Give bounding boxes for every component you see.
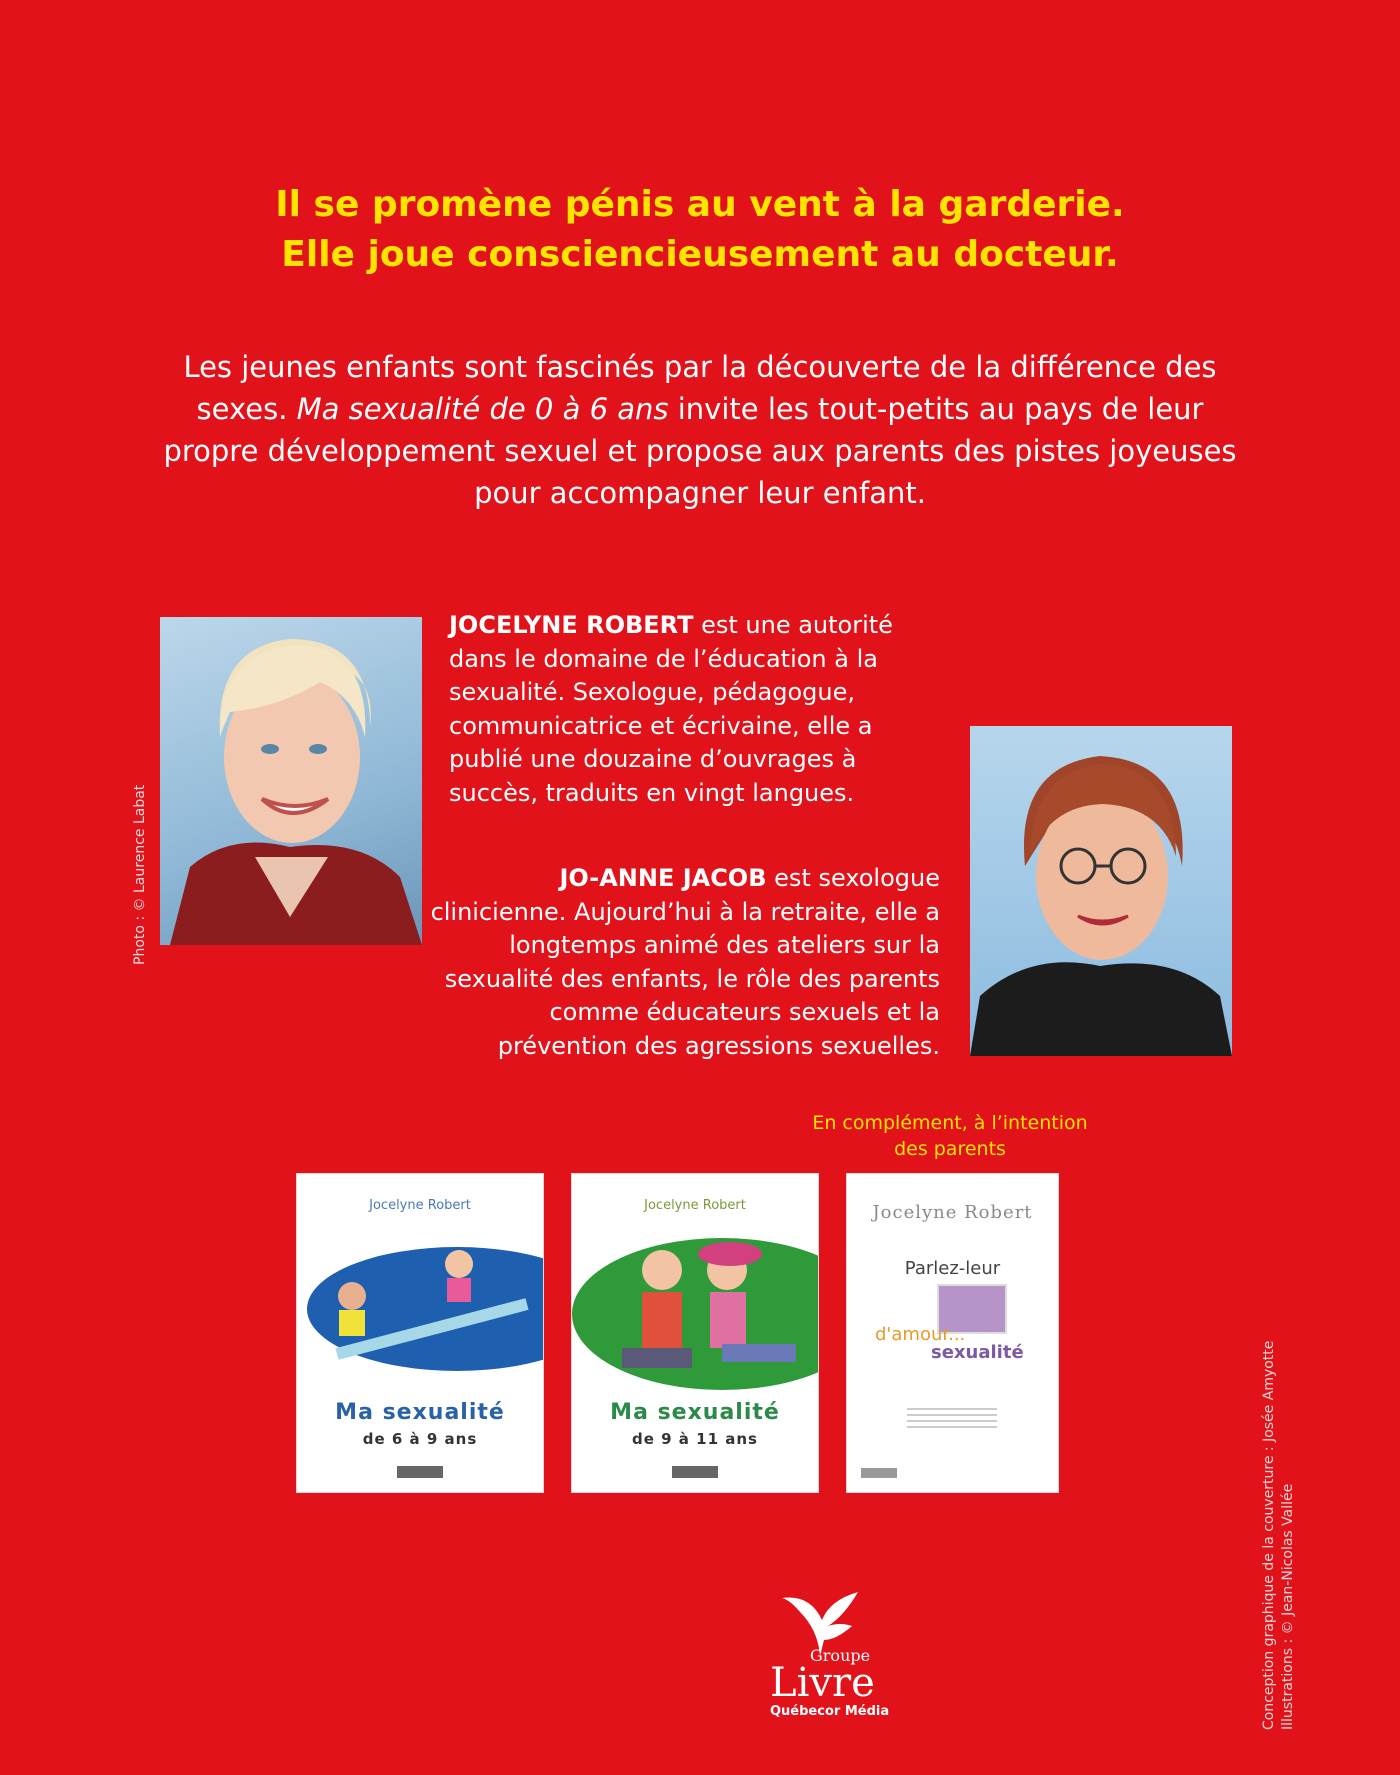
- intro-paragraph: [150, 346, 1250, 514]
- bio-name: JOCELYNE ROBERT: [449, 611, 694, 639]
- book-title-part-2: d'amour...: [875, 1324, 966, 1345]
- book-author: Jocelyne Robert: [369, 1198, 471, 1213]
- complement-note: En complément, à l’intention des parents: [812, 1112, 1088, 1160]
- book-title: Ma sexualité: [335, 1400, 505, 1425]
- publisher-livre: Livre: [770, 1660, 875, 1706]
- book-author: Jocelyne Robert: [644, 1198, 746, 1213]
- publisher-logo-icon: [672, 1466, 718, 1478]
- author-photo-jo-anne-jacob: [970, 726, 1232, 1056]
- publisher-groupe: Groupe: [810, 1646, 871, 1665]
- book-title-part-3: sexualité: [931, 1342, 1024, 1363]
- intro-book-title: Ma sexualité de 0 à 6 ans: [296, 392, 669, 426]
- design-credits: [1260, 1260, 1300, 1730]
- book-subtitle: de 6 à 9 ans: [362, 1430, 478, 1448]
- headline-line-2: Elle joue consciencieusement au docteur.: [281, 234, 1119, 275]
- headline-line-1: Il se promène pénis au vent à la garderie.: [275, 184, 1125, 225]
- book-author: Jocelyne Robert: [872, 1202, 1033, 1223]
- book-title: Ma sexualité: [610, 1400, 780, 1425]
- intro-text-2: invite les tout-petits au pays de leur propre développement sexuel et propose aux parents des pistes joyeuses pour accompagner leur enfant.: [163, 392, 1237, 510]
- intro-text-1: Les jeunes enfants sont fascinés par la découverte de la différence des sexes.: [183, 350, 1217, 426]
- headline: [0, 180, 1400, 280]
- publisher-logo-icon: [861, 1468, 897, 1478]
- bio-name: JO-ANNE JACOB: [559, 864, 767, 892]
- bio-text: est une autorité dans le domaine de l’éducation à la sexualité. Sexologue, pédagogue, communicatrice et écrivaine, elle a publié une douzaine d’ouvrages à succès, traduits en vingt langues.: [449, 611, 893, 807]
- book-title: Parlez-leur: [904, 1258, 1001, 1279]
- kids-illustration: [572, 1214, 818, 1394]
- bio-jo-anne-jacob: [420, 862, 940, 1063]
- book-cover-6-9[interactable]: [297, 1174, 543, 1492]
- portrait-illustration: [970, 726, 1232, 1056]
- author-photo-jocelyne-robert: [160, 617, 422, 945]
- publisher-media: Québecor Média: [770, 1704, 890, 1719]
- publisher-logo: [740, 1590, 890, 1720]
- credit-line-1: Conception graphique de la couverture : Josée Amyotte: [1261, 1340, 1277, 1730]
- bio-jocelyne-robert: [449, 609, 929, 810]
- portrait-illustration: [160, 617, 422, 945]
- book-subtitle: de 9 à 11 ans: [632, 1430, 758, 1448]
- publisher-logo-icon: [397, 1466, 443, 1478]
- book-cover-parlez-leur[interactable]: [847, 1174, 1058, 1492]
- bio-text: est sexologue clinicienne. Aujourd’hui à la retraite, elle a longtemps animé des ateliers sur la sexualité des enfants, le rôle des parents comme éducateurs sexuels et la prévention des agressions sexuelles.: [430, 864, 940, 1060]
- photo-credit: Photo : © Laurence Labat: [132, 784, 148, 965]
- book-cover-9-11[interactable]: [572, 1174, 818, 1492]
- cover-blurb-lines: [907, 1404, 997, 1444]
- credit-line-2: Illustrations : © Jean-Nicolas Vallée: [1280, 1483, 1296, 1730]
- seesaw-illustration: [297, 1234, 543, 1394]
